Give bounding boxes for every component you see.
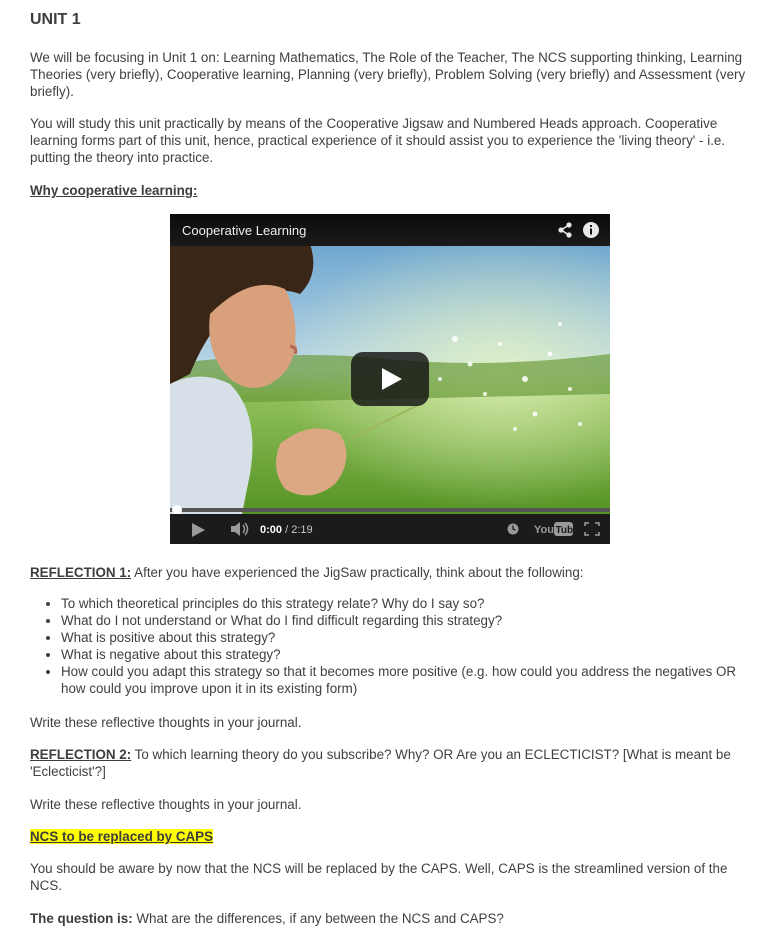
duration: / 2:19 bbox=[285, 524, 313, 536]
ncs-caps-heading: NCS to be replaced by CAPS bbox=[30, 829, 214, 844]
question-paragraph bbox=[30, 910, 755, 927]
list-item: • How could you adapt this strategy so that it becomes more positive (e.g. how could you address the negatives OR how could you improve upon it in its existing form) bbox=[61, 663, 761, 697]
intro-focus-paragraph: We will be focusing in Unit 1 on: Learning Mathematics, The Role of the Teacher, The NCS supporting thinking, Learning Theories (very briefly), Cooperative learning, Planning (very briefly), Problem Solving (very briefly) and Assessment (very briefly). bbox=[30, 50, 746, 99]
ncs-heading-line bbox=[30, 828, 755, 845]
journal-instruction-1: Write these reflective thoughts in your journal. bbox=[30, 715, 302, 730]
play-icon[interactable] bbox=[192, 523, 205, 537]
video-controls bbox=[170, 514, 610, 544]
svg-text:Tube: Tube bbox=[555, 525, 579, 536]
video-time bbox=[260, 522, 313, 539]
unit-title: UNIT 1 bbox=[30, 11, 81, 28]
video-title[interactable]: Cooperative Learning bbox=[182, 223, 307, 238]
share-icon[interactable] bbox=[556, 221, 574, 239]
caps-paragraph: You should be aware by now that the NCS will be replaced by the CAPS. Well, CAPS is the streamlined version of the NCS. bbox=[30, 861, 728, 893]
fullscreen-icon[interactable] bbox=[584, 522, 600, 536]
reflection-2-label: REFLECTION 2: bbox=[30, 747, 132, 762]
info-icon[interactable] bbox=[582, 221, 600, 239]
question-label: The question is: bbox=[30, 911, 133, 926]
play-button[interactable] bbox=[351, 352, 429, 406]
intro-study-paragraph: You will study this unit practically by means of the Cooperative Jigsaw and Numbered Heads approach. Cooperative learning forms part of this unit, hence, practical experience of it should assist you to experience the 'living theory' - i.e. putting the theory into practice. bbox=[30, 116, 726, 165]
reflection-2-text: To which learning theory do you subscribe? Why? OR Are you an ECLECTICIST? [What is meant be 'Eclecticist'?] bbox=[30, 747, 731, 779]
youtube-logo[interactable] bbox=[534, 521, 579, 537]
volume-icon[interactable] bbox=[230, 522, 250, 536]
list-item: • What is positive about this strategy? bbox=[61, 629, 761, 646]
why-heading-line bbox=[30, 182, 755, 199]
video-title-bar bbox=[170, 214, 610, 246]
current-time: 0:00 bbox=[260, 524, 283, 536]
reflection-1-paragraph bbox=[30, 564, 755, 581]
journal-instruction-2: Write these reflective thoughts in your journal. bbox=[30, 797, 302, 812]
reflection-2-paragraph bbox=[30, 746, 755, 780]
list-item: • What do I not understand or What do I find difficult regarding this strategy? bbox=[61, 612, 761, 629]
clock-icon[interactable] bbox=[507, 523, 519, 535]
reflection-1-text: After you have experienced the JigSaw practically, think about the following: bbox=[131, 565, 584, 580]
svg-text:You: You bbox=[534, 524, 554, 536]
list-item: • To which theoretical principles do this strategy relate? Why do I say so? bbox=[61, 595, 761, 612]
progress-bar[interactable] bbox=[170, 508, 610, 512]
question-text: What are the differences, if any between the NCS and CAPS? bbox=[132, 911, 504, 926]
reflection-1-questions bbox=[30, 595, 761, 697]
reflection-1-label: REFLECTION 1: bbox=[30, 565, 132, 580]
why-cooperative-heading: Why cooperative learning: bbox=[30, 183, 198, 198]
list-item: • What is negative about this strategy? bbox=[61, 646, 761, 663]
video-player[interactable] bbox=[170, 214, 610, 544]
